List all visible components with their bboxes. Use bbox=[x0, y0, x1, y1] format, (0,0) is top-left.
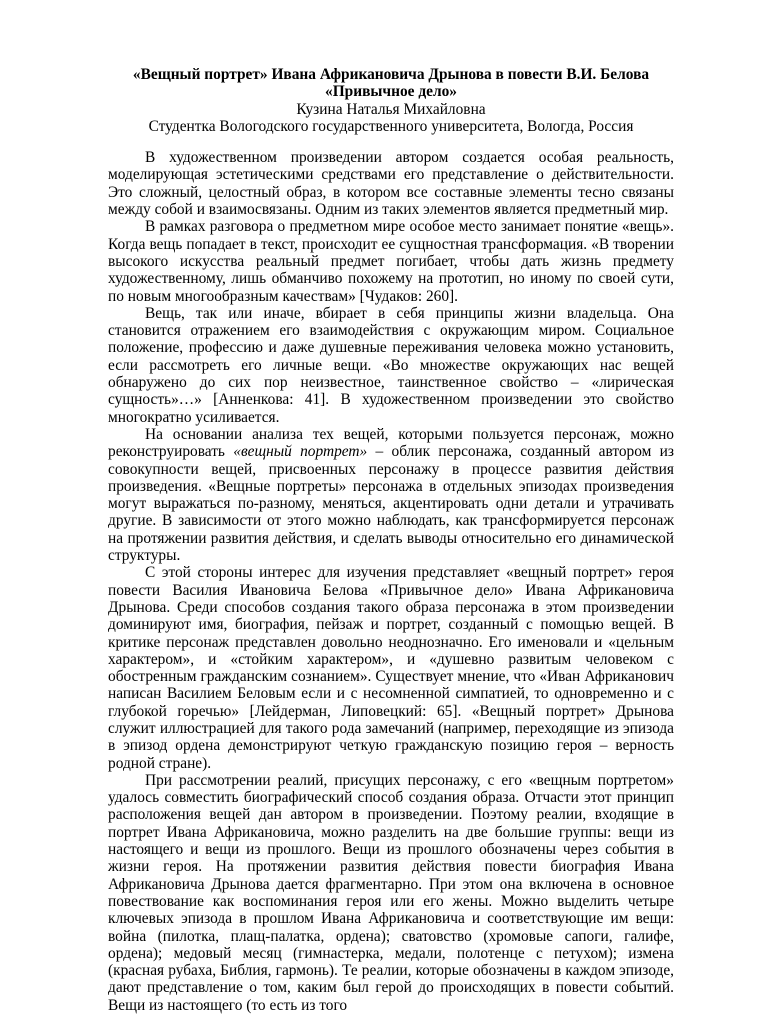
paragraph-4-text-before: На основании анализа тех вещей, которыми пользуется персонаж, можно реконструировать bbox=[108, 425, 674, 461]
author-affiliation: Студентка Вологодского государственного университета, Вологда, Россия bbox=[148, 117, 634, 135]
paragraph-5: С этой стороны интерес для изучения представляет «вещный портрет» героя повести Василия Ивановича Белова «Привычное дело» Ивана Африкановича Дрынова. Среди способов создания такого образа персонажа в этом произведении доминируют имя, биография, пейзаж и портрет, созданный с помощью вещей. В критике персонаж представлен довольно неоднозначно. Его именовали и «цельным характером», и «стойким характером», и «душевно развитым человеком с обостренным гражданским сознанием». Существует мнение, что «Иван Африканович написан Василием Беловым если и с несомненной симпатией, то одновременно и с глубокой горечью» [Лейдерман, Липовецкий: 65]. «Вещный портрет» Дрынова служит иллюстрацией для такого рода замечаний (например, переходящие из эпизода в эпизод ордена демонстрируют четкую гражданскую позицию героя – верность родной стране). bbox=[108, 564, 674, 772]
paper-header bbox=[108, 66, 674, 135]
paragraph-4-text-after: – облик персонажа, созданный автором из совокупности вещей, присвоенных персонажу в процессе развития действия произведения. «Вещные портреты» персонажа в отдельных эпизодах произведения могут выражаться по-разному, меняться, акцентировать одни детали и утрачивать другие. В зависимости от этого можно наблюдать, как трансформируется персонаж на протяжении развития действия, и сделать выводы относительно его динамической структуры. bbox=[108, 443, 674, 565]
paper-title-line-1: «Вещный портрет» Ивана Африкановича Дрынова в повести В.И. Белова bbox=[132, 66, 650, 83]
paragraph-4 bbox=[108, 426, 674, 564]
author-name: Кузина Наталья Михайловна bbox=[296, 100, 486, 118]
emphasis-vesh-portrait: «вещный портрет» bbox=[233, 443, 368, 461]
paragraph-3: Вещь, так или иначе, вбирает в себя принципы жизни владельца. Она становится отражением его взаимодействия с окружающим миром. Социальное положение, профессию и даже душевные переживания человека можно установить, если рассмотреть его личные вещи. «Во множестве окружающих нас вещей обнаружено до сих пор неизвестное, таинственное свойство – «лирическая сущность»…» [Анненкова: 41]. В художественном произведении это свойство многократно усиливается. bbox=[108, 304, 674, 426]
paper-title-line-2: «Привычное дело» bbox=[325, 83, 457, 101]
paragraph-1: В художественном произведении автором создается особая реальность, моделирующая эстетическими средствами его представление о действительности. Это сложный, целостный образ, в котором все составные элементы тесно связаны между собой и взаимосвязаны. Одним из таких элементов является предметный мир. bbox=[108, 149, 674, 219]
paragraph-6: При рассмотрении реалий, присущих персонажу, с его «вещным портретом» удалось совместить биографический способ создания образа. Отчасти этот принцип расположения вещей дан автором в произведении. Поэтому реалии, входящие в портрет Ивана Африкановича, можно разделить на две большие группы: вещи из настоящего и вещи из прошлого. Вещи из прошлого обозначены через события в жизни героя. На протяжении развития действия повести биография Ивана Африкановича Дрынова дается фрагментарно. При этом она включена в основное повествование как воспоминания героя или его жены. Можно выделить четыре ключевых эпизода в прошлом Ивана Африкановича и соответствующие им вещи: война (пилотка, плащ-палатка, ордена); сватовство (хромовые сапоги, галифе, ордена); медовый месяц (гимнастерка, медали, полотенце с петухом); измена (красная рубаха, Библия, гармонь). Те реалии, которые обозначены в каждом эпизоде, дают представление о том, каким был герой до происходящих в повести событий. Вещи из настоящего (то есть из того bbox=[108, 771, 674, 1014]
paper-body bbox=[108, 149, 674, 1014]
paragraph-2: В рамках разговора о предметном мире особое место занимает понятие «вещь». Когда вещь попадает в текст, происходит ее сущностная трансформация. «В творении высокого искусства реальный предмет погибает, чтобы дать жизнь предмету художественному, лишь обманчиво похожему на прототип, но иному по своей сути, по новым многообразным качествам» [Чудаков: 260]. bbox=[108, 218, 674, 305]
